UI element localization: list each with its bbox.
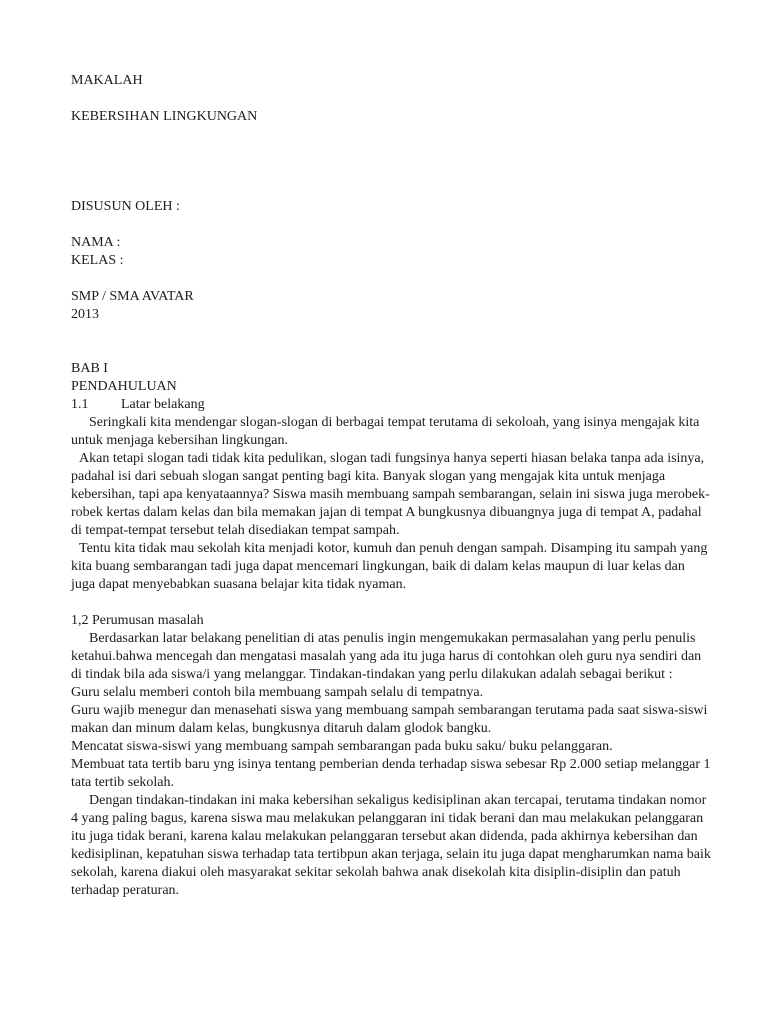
- paragraph-2: Akan tetapi slogan tadi tidak kita pedulikan, slogan tadi fungsinya hanya seperti hiasan belaka tanpa ada isinya, padahal isi dari sebuah slogan sangat penting bagi kita. Banyak slogan yang mengajak kita untuk menjaga kebersihan, tapi apa kenyataannya? Siswa masih membuang sampah sembarangan, selain ini siswa juga merobek-robek kertas dalam kelas dan bila memakan jajan di tempat A bungkusnya dibuangnya juga di tempat A, padahal di tempat-tempat tersebut telah disediakan tempat sampah.: [71, 451, 710, 538]
- list-item: Guru selalu memberi contoh bila membuang sampah selalu di tempatnya.: [71, 685, 484, 700]
- author-label: DISUSUN OLEH :: [71, 199, 180, 214]
- document-page: [71, 72, 711, 900]
- paragraph-3: Tentu kita tidak mau sekolah kita menjadi kotor, kumuh dan penuh dengan sampah. Disamping itu sampah yang kita buang sembarangan tadi juga dapat mencemari lingkungan, baik di dalam kelas maupun di luar kelas dan juga dapat menyebabkan suasana belajar kita tidak nyaman.: [71, 541, 708, 592]
- paragraph-5: Dengan tindakan-tindakan ini maka kebersihan sekaligus kedisiplinan akan tercapai, terutama tindakan nomor 4 yang paling bagus, karena siswa mau melakukan pelanggaran ini tidak berani dan mau melakukan pelanggaran itu juga tidak berani, karena kalau melakukan pelanggaran tersebut akan didenda, pada akhirnya kebersihan dan kedisiplinan, kepatuhan siswa terhadap tata tertibpun akan terjaga, selain itu juga dapat mengharumkan nama baik sekolah, karena diakui oleh masyarakat sekitar sekolah bahwa anak disekolah kita disiplin-disiplin dan patuh terhadap peraturan.: [71, 793, 711, 898]
- name-label: NAMA :: [71, 235, 121, 250]
- list-item: Guru wajib menegur dan menasehati siswa yang membuang sampah sembarangan terutama pada saat siswa-siswi makan dan minum dalam kelas, bungkusnya ditaruh dalam glodok bangku.: [71, 703, 708, 736]
- year: 2013: [71, 307, 99, 322]
- doc-title: MAKALAH: [71, 73, 143, 88]
- section-title: Latar belakang: [121, 397, 205, 412]
- section-heading-1: [71, 396, 711, 414]
- list-item: Mencatat siswa-siswi yang membuang sampah sembarangan pada buku saku/ buku pelanggaran.: [71, 739, 613, 754]
- paragraph-4: Berdasarkan latar belakang penelitian di atas penulis ingin mengemukakan permasalahan yang perlu penulis ketahui.bahwa mencegah dan mengatasi masalah yang ada itu juga harus di contohkan oleh guru nya sendiri dan di tindak bila ada siswa/i yang melanggar. Tindakan-tindakan yang perlu dilakukan adalah sebagai berikut :: [71, 631, 702, 682]
- school-name: SMP / SMA AVATAR: [71, 289, 194, 304]
- section-number: 1.1: [71, 397, 89, 412]
- list-item: Membuat tata tertib baru yng isinya tentang pemberian denda terhadap siswa sebesar Rp 2.000 setiap melanggar 1 tata tertib sekolah.: [71, 757, 711, 790]
- paragraph-1: Seringkali kita mendengar slogan-slogan di berbagai tempat terutama di sekoloah, yang isinya mengajak kita untuk menjaga kebersihan lingkungan.: [71, 415, 700, 448]
- class-label: KELAS :: [71, 253, 124, 268]
- chapter-number: BAB I: [71, 361, 108, 376]
- chapter-title: PENDAHULUAN: [71, 379, 177, 394]
- section-heading-2: 1,2 Perumusan masalah: [71, 613, 204, 628]
- doc-subtitle: KEBERSIHAN LINGKUNGAN: [71, 109, 258, 124]
